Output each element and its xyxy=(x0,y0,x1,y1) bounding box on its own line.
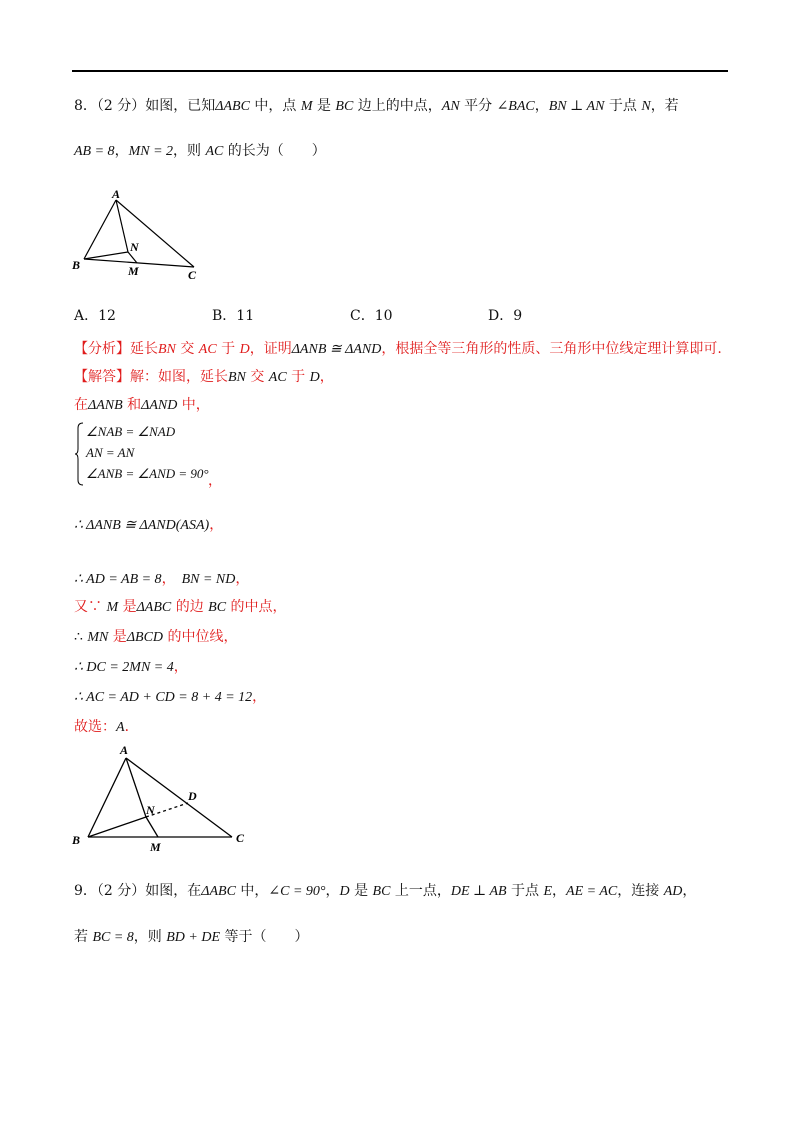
brace-icon xyxy=(74,422,84,486)
q8-step-6: ∴ AC = AD + CD = 8 + 4 = 12， xyxy=(74,689,267,705)
label-m: M xyxy=(150,840,161,854)
label-a: A xyxy=(112,187,121,201)
q8-choose: 故选：A． xyxy=(74,719,139,735)
seg-ab xyxy=(88,758,126,837)
seg-an xyxy=(126,758,146,817)
q8-figure-1 xyxy=(70,185,210,285)
q8-system: ∠NAB = ∠NAD AN = AN ∠ANB = ∠AND = 90° ， xyxy=(74,422,274,488)
seg-bc xyxy=(84,259,194,267)
q8-step-1: ∴ ΔANB ≅ ΔAND(ASA)， xyxy=(74,517,224,533)
q9-stem-line-2: 若 BC = 8，则 BD + DE 等于（ ） xyxy=(74,929,309,945)
label-m: M xyxy=(128,264,139,278)
label-d: D xyxy=(188,789,197,803)
option-b: B．11 xyxy=(212,308,255,324)
system-line-2: AN = AN xyxy=(86,445,135,460)
label-a: A xyxy=(120,743,129,757)
option-d: D．9 xyxy=(488,308,523,324)
q8-stem-line-2: AB = 8，MN = 2，则 AC 的长为（ ） xyxy=(74,143,326,159)
q8-answer: 【解答】解：如图，延长BN 交 AC 于 D， xyxy=(74,369,334,385)
q8-in-triangles: 在ΔANB 和ΔAND 中， xyxy=(74,397,210,413)
q9-stem-line-1: 9．（2 分）如图，在ΔABC 中，∠C = 90°，D 是 BC 上一点，DE ⊥ AB 于点 E，AE = AC，连接 AD， xyxy=(74,883,697,899)
seg-ac xyxy=(126,758,232,837)
q8-options xyxy=(74,307,522,325)
seg-nm xyxy=(146,817,158,837)
q8-analysis: 【分析】延长BN 交 AC 于 D，证明ΔANB ≅ ΔAND，根据全等三角形的性质、三角形中位线定理计算即可. xyxy=(74,341,722,357)
system-line-3: ∠ANB = ∠AND = 90° xyxy=(86,466,209,481)
q8-figure-2 xyxy=(70,740,260,855)
label-n: N xyxy=(146,803,155,817)
q8-step-4: ∴ MN 是ΔBCD 的中位线， xyxy=(74,629,238,645)
label-c: C xyxy=(236,831,245,845)
label-b: B xyxy=(72,258,81,272)
label-n: N xyxy=(130,240,139,254)
seg-ac xyxy=(116,200,194,267)
label-c: C xyxy=(188,268,197,282)
seg-ab xyxy=(84,200,116,259)
label-b: B xyxy=(72,833,81,847)
option-a: A．12 xyxy=(74,308,116,324)
q8-step-5: ∴ DC = 2MN = 4， xyxy=(74,659,188,675)
system-line-1: ∠NAB = ∠NAD xyxy=(86,424,176,439)
seg-an xyxy=(116,200,128,252)
option-c: C．10 xyxy=(350,308,393,324)
q8-step-3: 又∵ M 是ΔABC 的边 BC 的中点， xyxy=(74,599,287,615)
seg-bn xyxy=(84,252,128,259)
q8-stem-line-1: 8．（2 分）如图，已知ΔABC 中，点 M 是 BC 边上的中点，AN 平分 ∠BAC，BN ⊥ AN 于点 N，若 xyxy=(74,98,679,114)
header-rule xyxy=(72,70,728,72)
q8-step-2: ∴ AD = AB = 8， BN = ND， xyxy=(74,571,250,587)
